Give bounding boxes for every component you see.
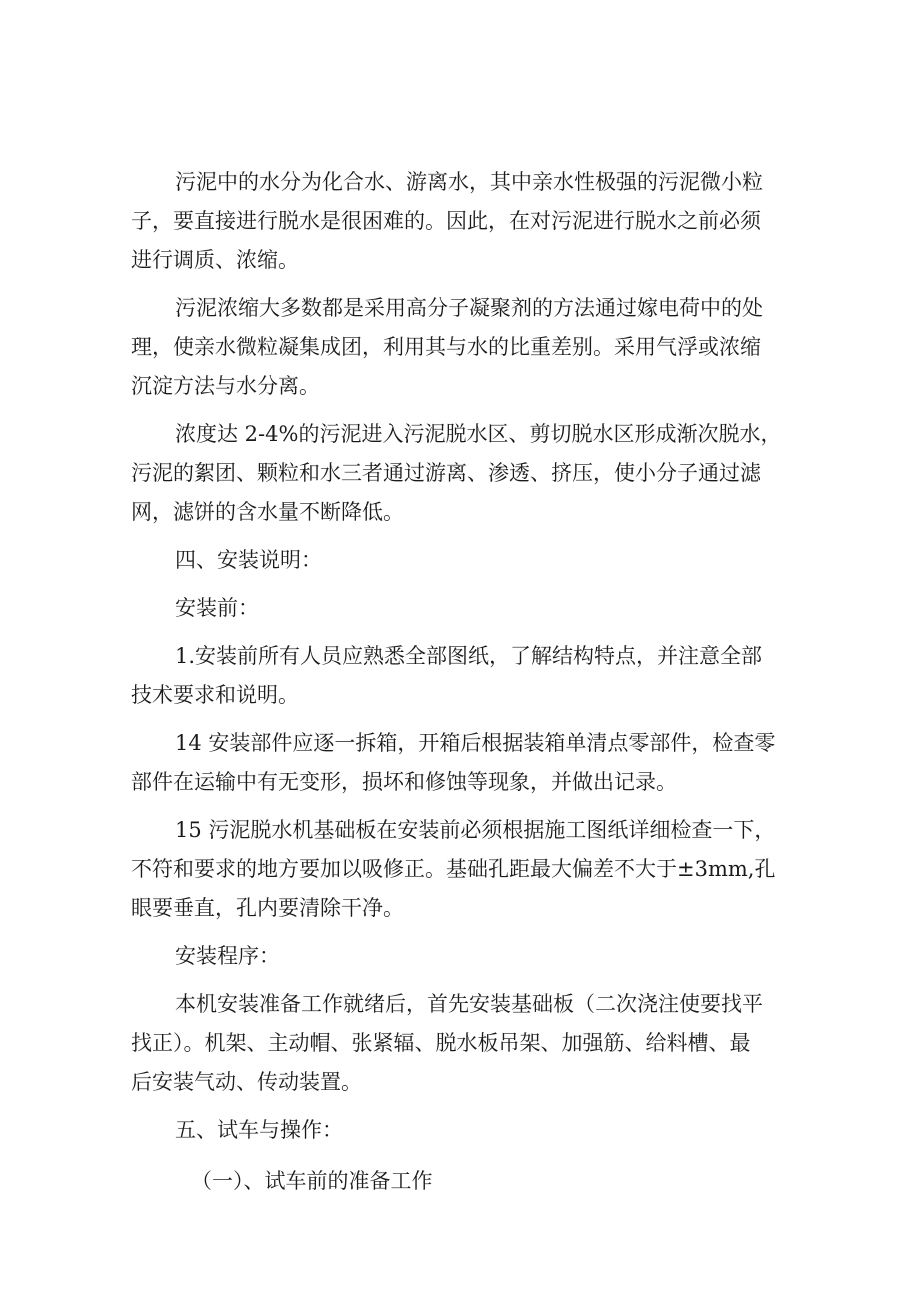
- paragraph: [131, 988, 791, 1105]
- subsection-label: [131, 592, 791, 631]
- text-line: 沉淀方法与水分离。: [131, 374, 320, 398]
- list-item: [131, 640, 791, 718]
- subsection-label: [131, 940, 791, 979]
- text-line: 技术要求和说明。: [131, 683, 299, 707]
- list-item: [131, 814, 791, 931]
- list-item: [131, 727, 791, 805]
- text-line: 部件在运输中有无变形，损坏和修蚀等现象，并做出记录。: [131, 770, 677, 794]
- paragraph: [131, 418, 791, 535]
- text-line: 浓度达 2-4%的污泥进入污泥脱水区、剪切脱水区形成渐次脱水，: [175, 422, 782, 446]
- section-heading: [131, 1114, 791, 1153]
- text-line: 子，要直接进行脱水是很困难的。因此，在对污泥进行脱水之前必须: [131, 209, 761, 233]
- text-line: 污泥中的水分为化合水、游离水，其中亲水性极强的污泥微小粒: [175, 170, 763, 194]
- text-line: 理，使亲水微粒凝集成团，利用其与水的比重差别。采用气浮或浓缩: [131, 335, 761, 359]
- text-line: 不符和要求的地方要加以吸修正。基础孔距最大偏差不大于±3mm,孔: [131, 857, 776, 881]
- text-line: 找正）。机架、主动帽、张紧辐、脱水板吊架、加强筋、给料槽、最: [131, 1031, 751, 1055]
- text-line: 四、安装说明：: [175, 548, 322, 572]
- paragraph: [131, 292, 791, 409]
- text-line: 安装程序：: [175, 944, 280, 968]
- text-line: 后安装气动、传动装置。: [131, 1070, 362, 1094]
- text-line: 污泥的絮团、颗粒和水三者通过游离、渗透、挤压，使小分子通过滤: [131, 461, 761, 485]
- text-line: 网，滤饼的含水量不断降低。: [131, 500, 404, 524]
- text-line: 14 安装部件应逐一拆箱，开箱后根据装箱单清点零部件，检查零: [175, 731, 776, 755]
- subsection-heading: （一）、试车前的准备工作: [191, 1169, 433, 1193]
- text-line: 15 污泥脱水机基础板在安装前必须根据施工图纸详细检查一下，: [175, 818, 776, 842]
- text-line: 污泥浓缩大多数都是采用高分子凝聚剂的方法通过嫁电荷中的处: [175, 296, 763, 320]
- text-line: 安装前：: [175, 596, 259, 620]
- text-line: 本机安装准备工作就绪后，首先安装基础板（二次浇注使要找平: [175, 992, 763, 1016]
- text-line: 五、试车与操作：: [175, 1118, 343, 1142]
- text-line: 进行调质、浓缩。: [131, 248, 299, 272]
- text-line: 1.安装前所有人员应熟悉全部图纸，了解结构特点，并注意全部: [175, 644, 763, 668]
- document-body: [131, 166, 791, 1201]
- text-line: 眼要垂直，孔内要清除干净。: [131, 896, 404, 920]
- paragraph: [131, 166, 791, 283]
- section-heading: [131, 544, 791, 583]
